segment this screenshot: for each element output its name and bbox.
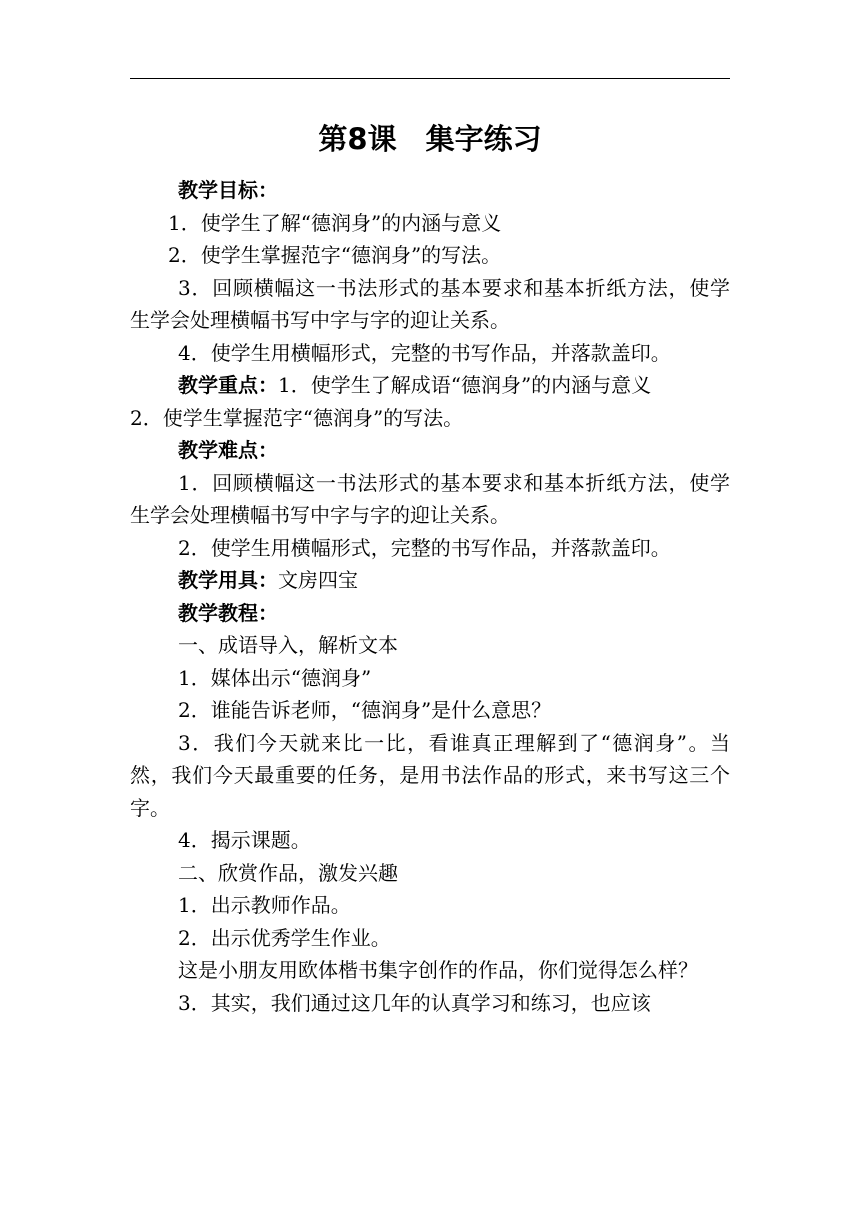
objective-item: 2．使学生掌握范字“德润身”的写法。: [168, 243, 502, 267]
process-item: 1．出示教师作品。: [178, 893, 351, 917]
objective-item: 1．使学生了解“德润身”的内涵与意义: [168, 210, 502, 235]
difficulty-item: 1．回顾横幅这一书法形式的基本要求和基本折纸方法，使学生学会处理横幅书写中字与字的迎让关系。: [130, 470, 730, 527]
tools-heading: 教学用具：: [178, 568, 278, 592]
process-item: 2．出示优秀学生作业。: [178, 925, 391, 950]
process-item: 3．其实，我们通过这几年的认真学习和练习，也应该: [178, 990, 651, 1015]
tools-text: 文房四宝: [278, 568, 358, 592]
objective-item: 4．使学生用横幅形式，完整的书写作品，并落款盖印。: [178, 340, 671, 365]
process-heading: 教学教程：: [178, 600, 278, 625]
document-body: [130, 174, 730, 1019]
key-point-item: 2．使学生掌握范字“德润身”的写法。: [130, 405, 464, 430]
difficulty-item: 2．使学生用横幅形式，完整的书写作品，并落款盖印。: [178, 535, 671, 560]
process-item: 3．我们今天就来比一比，看谁真正理解到了“德润身”。当然，我们今天最重要的任务，是用书法作品的形式，来书写这三个字。: [130, 730, 730, 820]
tools-paragraph: [130, 564, 730, 597]
process-item: 4．揭示课题。: [178, 828, 311, 852]
key-points-paragraph: [130, 369, 730, 402]
key-points-heading: 教学重点：: [178, 373, 278, 397]
process-item: 这是小朋友用欧体楷书集字创作的作品，你们觉得怎么样？: [178, 958, 698, 982]
objective-item: 3．回顾横幅这一书法形式的基本要求和基本折纸方法，使学生学会处理横幅书写中字与字的迎让关系。: [130, 275, 730, 332]
page-title: 第8课 集字练习: [318, 122, 542, 157]
process-item: 2．谁能告诉老师，“德润身”是什么意思？: [178, 698, 552, 722]
process-item: 1．媒体出示“德润身”: [178, 665, 372, 690]
section-title: 二、欣赏作品，激发兴趣: [178, 860, 398, 885]
difficulties-heading: 教学难点：: [178, 438, 278, 462]
header-rule: [130, 78, 730, 79]
key-point-item: 1．使学生了解成语“德润身”的内涵与意义: [278, 373, 652, 397]
section-title: 一、成语导入，解析文本: [178, 633, 398, 657]
objectives-heading: 教学目标：: [178, 178, 278, 202]
